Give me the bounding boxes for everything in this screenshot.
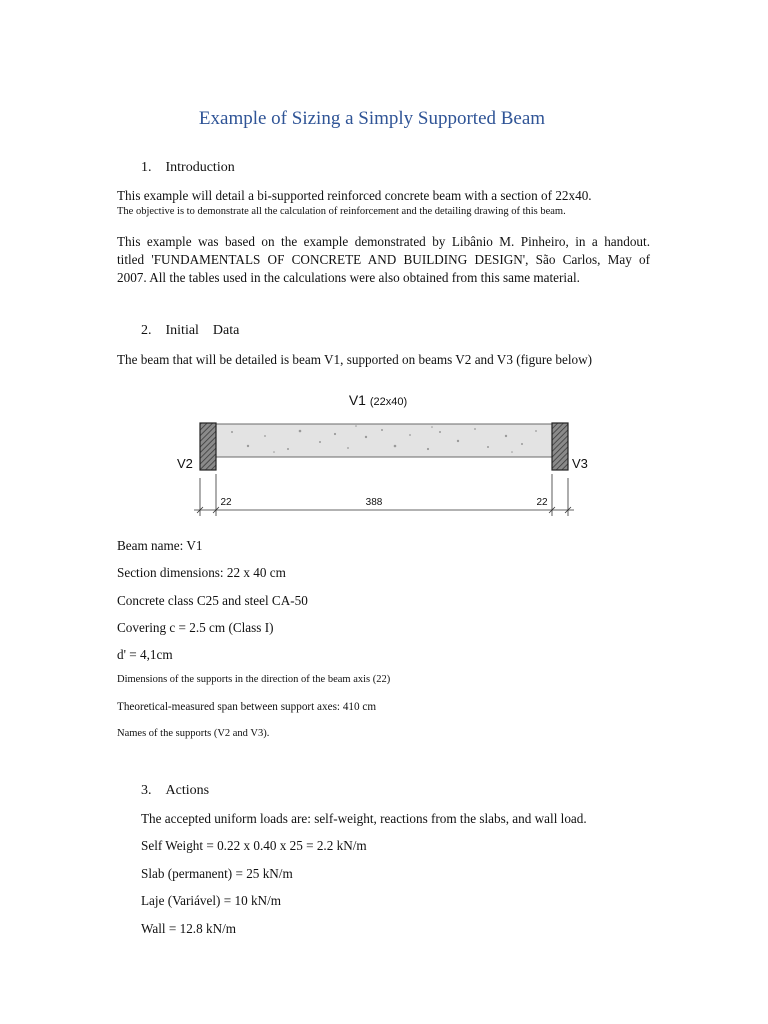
left-support-label: V2 [177,456,193,471]
dimension-right: 22 [536,497,548,508]
initial-data-item-span: Theoretical-measured span between support axes: 410 cm [117,701,377,713]
left-support [200,423,216,470]
document-title: Example of Sizing a Simply Supported Beam [198,108,546,129]
actions-item-wall: Wall = 12.8 kN/m [141,921,237,936]
intro-paragraph-2-line-1: This example was based on the example demonstrated by Libânio M. Pinheiro, in a handout. [117,234,650,249]
initial-data-lead: The beam that will be detailed is beam V1, supported on beams V2 and V3 (figure below) [117,352,593,367]
right-support-label: V3 [572,456,588,471]
dimension-span: 388 [365,497,383,508]
initial-data-item-d-prime: d' = 4,1cm [117,647,173,662]
section-heading-initial-data: 2. Initial Data [141,323,240,338]
svg-text:V1 (22x40) [349,392,407,408]
right-support [552,423,568,470]
section-heading-actions: 3. Actions [141,783,210,798]
actions-item-slab-variable: Laje (Variável) = 10 kN/m [141,893,281,908]
actions-lead: The accepted uniform loads are: self-weight, reactions from the slabs, and wall load. [141,811,587,826]
intro-paragraph-2-line-3: 2007. All the tables used in the calculations were also obtained from this same material. [117,270,580,285]
initial-data-item-support-names: Names of the supports (V2 and V3). [117,728,270,739]
section-heading-introduction: 1. Introduction [141,160,235,175]
dimension-lines [194,474,574,516]
beam-body [216,424,552,457]
beam-diagram [170,386,600,522]
intro-paragraph-2-line-2: titled 'FUNDAMENTALS OF CONCRETE AND BUILDING DESIGN', São Carlos, May of [117,252,650,267]
actions-item-slab-permanent: Slab (permanent) = 25 kN/m [141,866,293,881]
dimension-left: 22 [220,497,232,508]
intro-paragraph-1-line-2: The objective is to demonstrate all the calculation of reinforcement and the detailing drawing of this beam. [117,206,566,217]
initial-data-item-section-dimensions: Section dimensions: 22 x 40 cm [117,565,286,580]
initial-data-item-beam-name: Beam name: V1 [117,538,203,553]
initial-data-item-concrete-class: Concrete class C25 and steel CA-50 [117,593,308,608]
beam-label: V1 [348,392,366,408]
initial-data-item-covering: Covering c = 2.5 cm (Class I) [117,620,274,635]
intro-paragraph-1-line-1: This example will detail a bi-supported reinforced concrete beam with a section of 22x40. [117,188,592,203]
actions-item-self-weight: Self Weight = 0.22 x 0.40 x 25 = 2.2 kN/m [141,838,367,853]
beam-section-label: (22x40) [369,396,408,408]
initial-data-item-support-dimensions: Dimensions of the supports in the direction of the beam axis (22) [117,674,391,685]
